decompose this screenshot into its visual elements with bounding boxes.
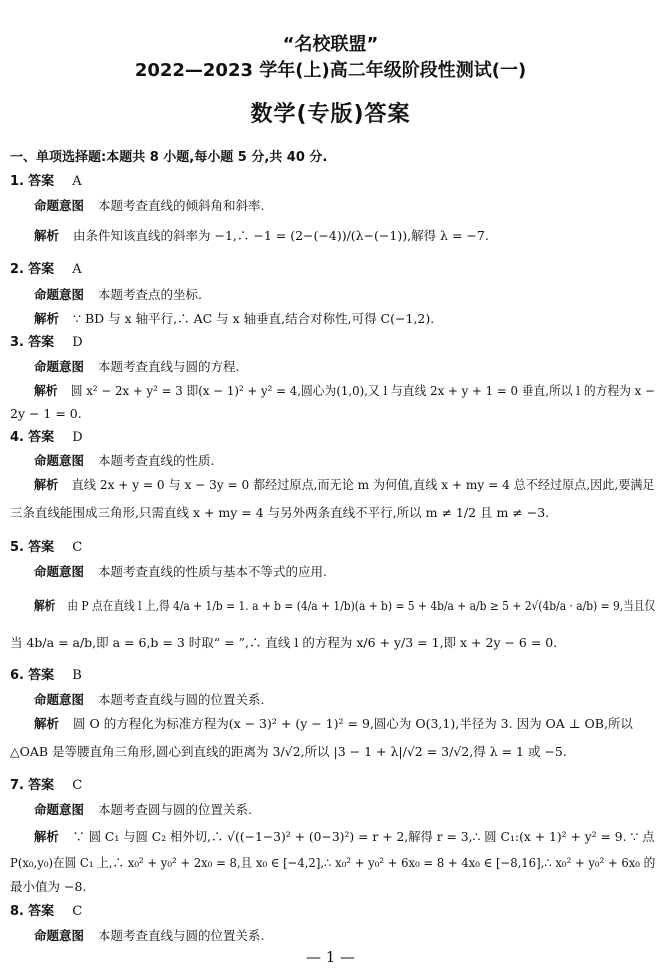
answer-label: 答案 [28, 778, 55, 793]
analysis-label: 解析 [34, 477, 59, 492]
intent-label: 命题意图 [34, 802, 85, 817]
q2-answer-row [10, 262, 82, 278]
q3-analysis-line: 圆 x² − 2x + y² = 3 即(x − 1)² + y² = 4,圆心为(1,0),又 l 与直线 2x + y + 1 = 0 垂直,所以 l 的方程为 x − [70, 383, 655, 398]
analysis-label: 解析 [34, 311, 60, 326]
q3-answer-row [10, 335, 83, 351]
answer-label: 答案 [28, 430, 55, 445]
analysis-label: 解析 [34, 228, 60, 243]
q8-answer-row [10, 904, 82, 920]
q5-analysis-continuation: 当 4b/a = a/b,即 a = 6,b = 3 时取“ = ”,∴ 直线 l 的方程为 x/6 + y/3 = 1,即 x + 2y − 6 = 0. [10, 635, 558, 650]
q7-analysis-continuation-2: 最小值为 −8. [10, 879, 87, 894]
answer-label: 答案 [28, 668, 55, 683]
q4-analysis-line: 直线 2x + y = 0 与 x − 3y = 0 都经过原点,而无论 m 为何值,直线 x + my = 4 总不经过原点,因此,要满足 [71, 477, 655, 492]
analysis-label: 解析 [34, 829, 59, 844]
q3-number: 3. [10, 335, 24, 350]
q6-answer: B [72, 668, 82, 683]
q2-intent: 本题考查点的坐标. [98, 287, 202, 302]
q5-answer-row [10, 540, 82, 556]
q6-number: 6. [10, 668, 24, 683]
analysis-label: 解析 [34, 383, 58, 398]
intent-label: 命题意图 [34, 287, 85, 302]
q1-intent: 本题考查直线的倾斜角和斜率. [98, 198, 265, 213]
q2-analysis-row [34, 311, 434, 327]
answer-label: 答案 [28, 335, 55, 350]
q2-intent-row [34, 287, 202, 303]
q5-intent-row [34, 564, 327, 580]
q3-intent: 本题考查直线与圆的方程. [98, 359, 240, 374]
q5-analysis-row [34, 598, 655, 614]
q4-analysis-continuation: 三条直线能围成三角形,只需直线 x + my = 4 与另外两条直线不平行,所以 m ≠ 1/2 且 m ≠ −3. [10, 505, 550, 520]
q4-analysis-row [34, 477, 655, 493]
intent-label: 命题意图 [34, 453, 85, 468]
q5-answer: C [72, 540, 83, 555]
analysis-label: 解析 [34, 716, 60, 731]
q5-intent: 本题考查直线的性质与基本不等式的应用. [98, 564, 327, 579]
q7-intent-row [34, 802, 252, 818]
analysis-label: 解析 [34, 598, 56, 613]
q6-analysis-line: 圆 O 的方程化为标准方程为(x − 3)² + (y − 1)² = 9,圆心为 O(3,1),半径为 3. 因为 OA ⊥ OB,所以 [73, 716, 633, 731]
q4-number: 4. [10, 430, 24, 445]
q3-intent-row [34, 359, 240, 375]
q3-analysis-continuation: 2y − 1 = 0. [10, 406, 82, 421]
q1-answer-row [10, 174, 82, 190]
intent-label: 命题意图 [34, 928, 85, 943]
q6-intent-row [34, 692, 265, 708]
q4-answer: D [72, 430, 83, 445]
q2-answer: A [72, 262, 82, 277]
page-number: — 1 — [305, 948, 356, 966]
q6-intent: 本题考查直线与圆的位置关系. [98, 692, 265, 707]
q5-number: 5. [10, 540, 24, 555]
intent-label: 命题意图 [34, 198, 85, 213]
answer-label: 答案 [28, 174, 55, 189]
answer-label: 答案 [28, 904, 55, 919]
intent-label: 命题意图 [34, 359, 85, 374]
q6-analysis-continuation: △OAB 是等腰直角三角形,圆心到直线的距离为 3/√2,所以 |3 − 1 + λ|/√2 = 3/√2,得 λ = 1 或 −5. [10, 744, 567, 759]
answer-label: 答案 [28, 540, 55, 555]
q8-intent-row [34, 928, 265, 944]
subject-title: 数学(专版)答案 [250, 102, 411, 127]
intent-label: 命题意图 [34, 692, 85, 707]
q8-number: 8. [10, 904, 24, 919]
q1-number: 1. [10, 174, 24, 189]
q2-number: 2. [10, 262, 24, 277]
q3-answer: D [72, 335, 83, 350]
q7-number: 7. [10, 778, 24, 793]
q7-analysis-continuation: P(x₀,y₀)在圆 C₁ 上,∴ x₀² + y₀² + 2x₀ = 8,且 x₀ ∈ [−4,2],∴ x₀² + y₀² + 6x₀ = 8 + 4x₀ ∈ [−8,16],∴ x₀² + y₀² + 6x₀ 的 [10, 855, 656, 870]
q1-analysis-line: 由条件知该直线的斜率为 −1,∴ −1 = (2−(−4))/(λ−(−1)),解得 λ = −7. [73, 228, 489, 243]
q3-analysis-row [34, 383, 655, 399]
q4-intent-row [34, 453, 215, 469]
answer-label: 答案 [28, 262, 55, 277]
q7-analysis-line: ∵ 圆 C₁ 与圆 C₂ 相外切,∴ √((−1−3)² + (0−3)²) = r + 2,解得 r = 3,∴ 圆 C₁:(x + 1)² + y² = 9. ∵ 点 [72, 829, 655, 844]
q4-intent: 本题考查直线的性质. [98, 453, 215, 468]
q8-intent: 本题考查直线与圆的位置关系. [98, 928, 265, 943]
intent-label: 命题意图 [34, 564, 85, 579]
q7-answer: C [72, 778, 83, 793]
q2-analysis-line: ∵ BD 与 x 轴平行,∴ AC 与 x 轴垂直,结合对称性,可得 C(−1,2). [73, 311, 435, 326]
q7-analysis-row [34, 829, 655, 845]
q1-analysis-row [34, 228, 489, 244]
q7-intent: 本题考查圆与圆的位置关系. [98, 802, 252, 817]
q6-analysis-row [34, 716, 633, 732]
section-title: 一、单项选择题:本题共 8 小题,每小题 5 分,共 40 分. [10, 150, 328, 165]
q1-intent-row [34, 198, 265, 214]
q1-answer: A [72, 174, 82, 189]
q4-answer-row [10, 430, 83, 446]
exam-brand-title: “名校联盟” [282, 34, 379, 55]
q7-answer-row [10, 778, 82, 794]
q5-analysis-line: 由 P 点在直线 l 上,得 4/a + 1/b = 1. a + b = (4/a + 1/b)(a + b) = 5 + 4b/a + a/b ≥ 5 + 2√(4b/a · a/b) = 9,当且仅 [67, 598, 656, 613]
q6-answer-row [10, 668, 82, 684]
q8-answer: C [72, 904, 83, 919]
exam-title: 2022—2023 学年(上)高二年级阶段性测试(一) [134, 60, 527, 81]
